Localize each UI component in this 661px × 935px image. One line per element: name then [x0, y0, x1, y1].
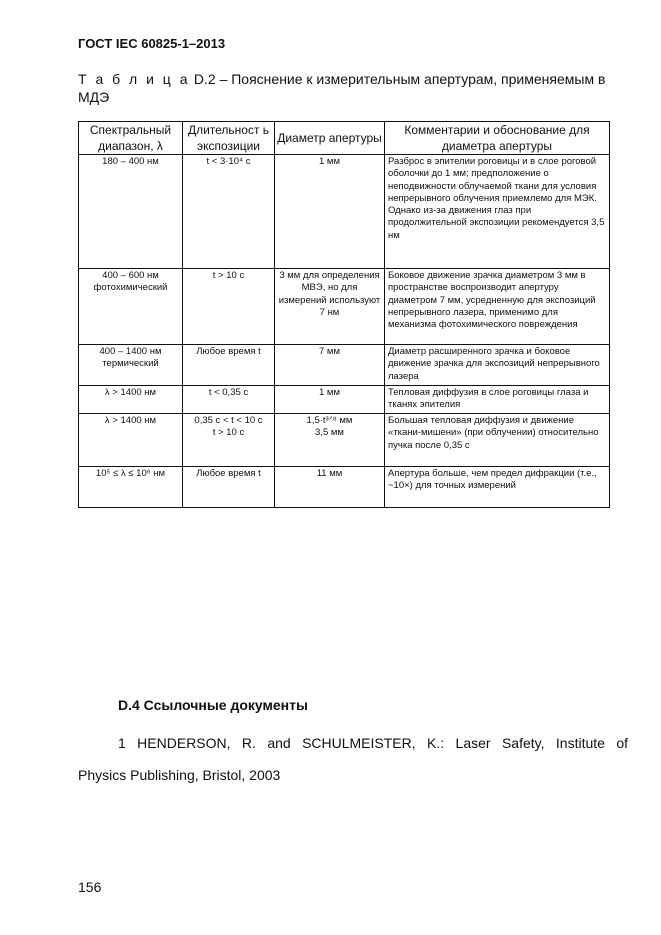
cell-text: λ > 1400 нм — [104, 387, 157, 398]
cell-text: 1 мм — [319, 387, 340, 398]
cell-spectral — [79, 155, 183, 269]
cell-spectral — [79, 386, 183, 414]
table-row — [79, 155, 610, 269]
cell-comment: Большая тепловая диффузия и движение «ткани-мишени» (при облучении) относительно пучка после 0,35 с — [385, 414, 610, 467]
cell-text: Любое время t — [196, 468, 261, 479]
cell-comment: Тепловая диффузия в слое роговицы глаза и тканях эпителия — [385, 386, 610, 414]
table-caption — [78, 70, 623, 106]
cell-spectral — [79, 414, 183, 467]
cell-text: 180 – 400 нм — [102, 156, 159, 167]
table-row — [79, 414, 610, 467]
cell-spectral — [79, 269, 183, 345]
cell-aperture — [275, 345, 385, 386]
cell-comment: Диаметр расширенного зрачка и боковое движение зрачка для экспозиций непрерывного лазера — [385, 345, 610, 386]
cell-aperture — [275, 269, 385, 345]
cell-comment: Боковое движение зрачка диаметром 3 мм в пространстве воспроизводит апертуру диаметром 7 мм, усредненную для экспозиций непрерывного лазера, применимо для механизма фотохимического повреждения — [385, 269, 610, 345]
cell-aperture — [275, 467, 385, 508]
cell-text: 400 – 1400 нм — [99, 346, 162, 357]
cell-spectral — [79, 345, 183, 386]
cell-aperture — [275, 414, 385, 467]
table-row — [79, 345, 610, 386]
table-row — [79, 386, 610, 414]
reference-line-2: Physics Publishing, Bristol, 2003 — [78, 767, 281, 783]
cell-duration — [183, 155, 275, 269]
cell-comment: Разброс в эпителии роговицы и в слое роговой оболочки до 1 мм; предположение о неподвижности облучаемой ткани для условия непрерывного облучения приемлемо для МЭК. Однако из-за движения глаз при продолжительной экспозиции рекомендуется 3,5 нм — [385, 155, 610, 269]
section-title: D.4 Ссылочные документы — [118, 697, 308, 713]
cell-duration — [183, 269, 275, 345]
cell-text: 3,5 мм — [315, 427, 344, 439]
header-duration: Длительност ь экспозиции — [183, 122, 275, 155]
table-caption-text: D.2 – Пояснение к измерительным апертурам, применяемым в МДЭ — [78, 71, 606, 105]
cell-text: 400 – 600 нм — [102, 270, 159, 281]
header-comment: Комментарии и обоснование для диаметра апертуры — [385, 122, 610, 155]
cell-comment: Апертура больше, чем предел дифракции (т.е., ~10×) для точных измерений — [385, 467, 610, 508]
cell-spectral — [79, 467, 183, 508]
page-number: 156 — [78, 879, 102, 895]
cell-text: t > 10 с — [212, 270, 245, 281]
cell-duration — [183, 467, 275, 508]
cell-text: 3 мм для определения МВЭ, но для измерений используют 7 нм — [278, 270, 381, 318]
cell-text: 7 мм — [319, 346, 340, 357]
cell-text: 1,5·t³ᐟ⁸ мм — [306, 415, 353, 426]
cell-text: 0,35 с < t < 10 с — [194, 415, 263, 426]
cell-duration — [183, 414, 275, 467]
reference-line-1: 1 HENDERSON, R. and SCHULMEISTER, K.: Laser Safety, Institute of — [118, 735, 628, 751]
cell-text: λ > 1400 нм — [104, 415, 157, 426]
cell-duration — [183, 345, 275, 386]
cell-text: Любое время t — [196, 346, 261, 357]
cell-text: 1 мм — [319, 156, 340, 167]
cell-text: t > 10 с — [212, 427, 245, 439]
header-aperture: Диаметр апертуры — [275, 122, 385, 155]
table-row — [79, 269, 610, 345]
document-header: ГОСТ IEC 60825-1–2013 — [78, 36, 226, 51]
cell-aperture — [275, 386, 385, 414]
cell-text: 10⁵ ≤ λ ≤ 10⁶ нм — [95, 468, 166, 479]
cell-text: термический — [102, 358, 159, 370]
table-header-row — [79, 122, 610, 155]
table-row — [79, 467, 610, 508]
cell-text: t < 0,35 с — [208, 387, 249, 398]
cell-text: t < 3·10⁴ с — [206, 156, 251, 167]
header-spectral: Спектральный диапазон, λ — [79, 122, 183, 155]
aperture-table — [78, 121, 610, 508]
cell-duration — [183, 386, 275, 414]
table-caption-label: Т а б л и ц а — [78, 71, 190, 87]
cell-text: 11 мм — [316, 468, 343, 479]
cell-aperture — [275, 155, 385, 269]
cell-text: фотохимический — [93, 282, 168, 294]
